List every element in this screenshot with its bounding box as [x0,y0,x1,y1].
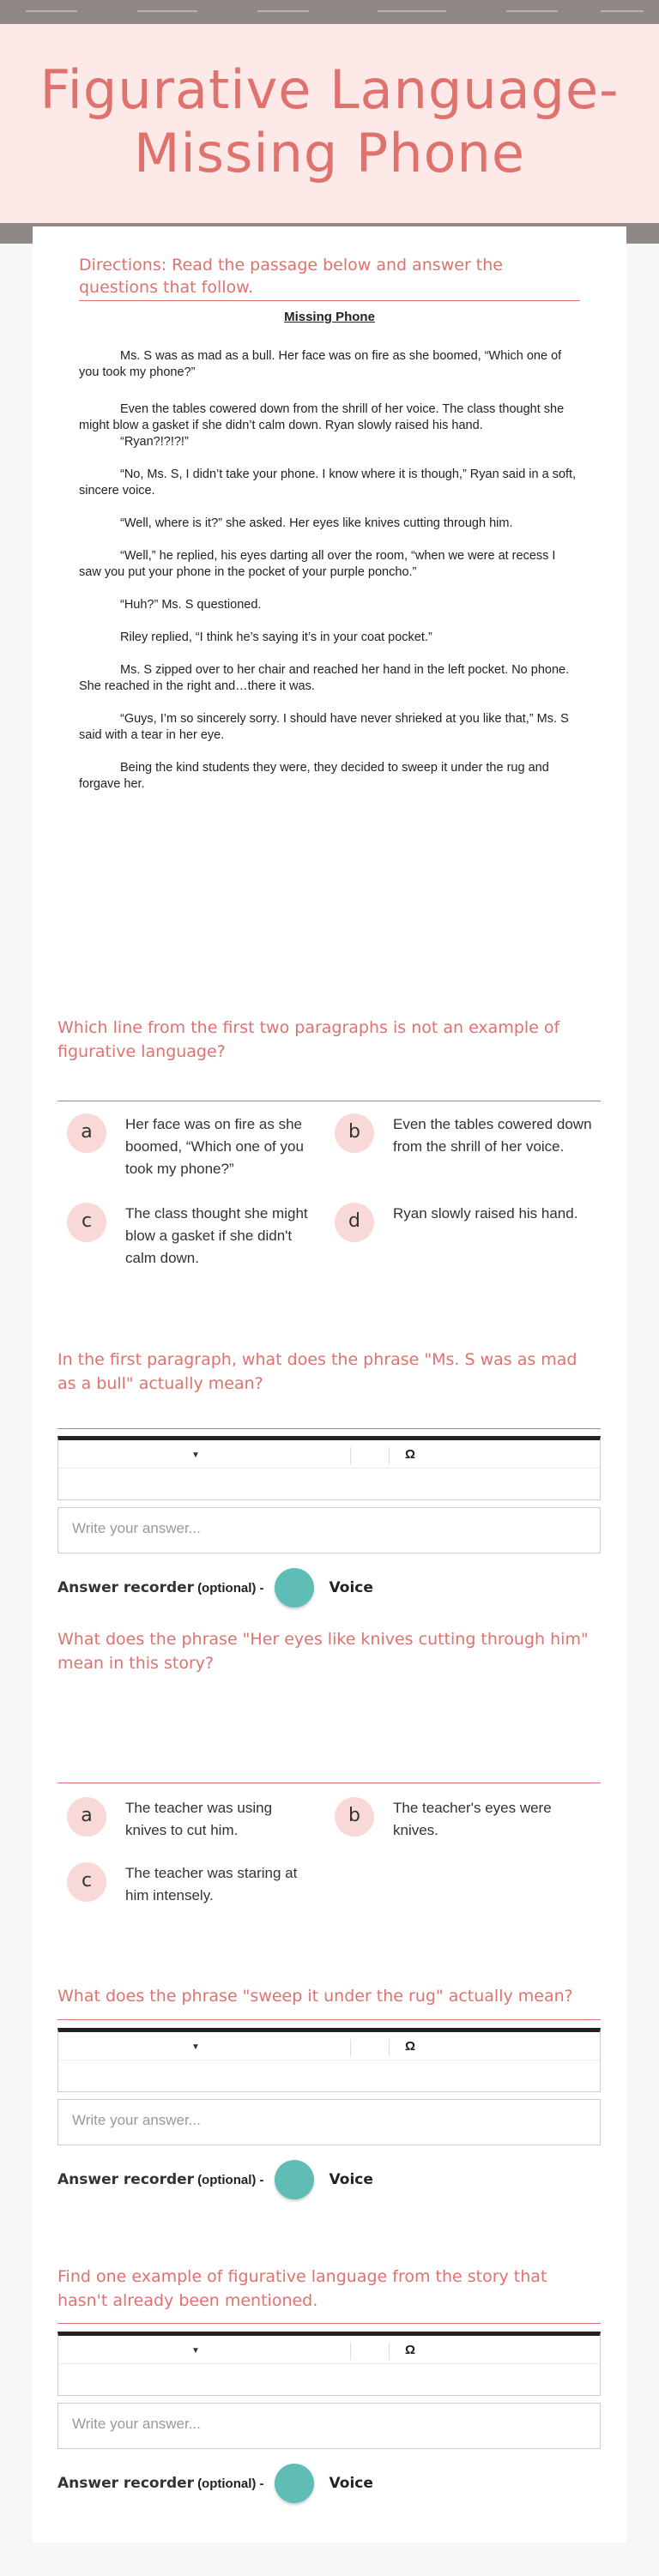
passage-paragraph: Even the tables cowered down from the shrill of her voice. The class thought she might blow a gasket if she didn’t calm down. Ryan slowly raised his hand. [79,402,565,432]
option-letter: b [335,1797,374,1837]
option-a[interactable] [67,1113,316,1180]
format-dropdown-icon[interactable]: ▼ [191,1451,200,1460]
option-text: The teacher was staring at him intensely. [125,1865,298,1903]
band-dash [601,10,644,12]
toolbar-separator [350,1447,351,1464]
answer-recorder [57,1568,373,1608]
answer-input[interactable]: Write your answer... [57,1507,601,1553]
special-character-icon[interactable]: Ω [405,2039,416,2054]
recorder-optional: (optional) - [197,1580,264,1596]
answer-input[interactable]: Write your answer... [57,2403,601,2449]
question-divider [57,1428,601,1429]
passage-paragraph: “Well, where is it?” she asked. Her eyes like knives cutting through him. [120,516,513,530]
special-character-icon[interactable]: Ω [405,1447,416,1462]
toolbar-separator [389,2039,390,2056]
option-c[interactable] [67,1862,324,1907]
passage-section [79,254,580,793]
option-letter: c [67,1862,106,1902]
passage-paragraph: “Ryan?!?!?!” [120,435,189,449]
answer-editor [57,2332,601,2449]
passage-paragraph: “Huh?” Ms. S questioned. [120,598,262,612]
voice-record-button[interactable] [275,2160,314,2199]
passage-paragraph: Ms. S zipped over to her chair and reached her hand in the left pocket. No phone. She reached in the right and…there it was. [79,663,570,693]
band-dash [378,10,446,12]
toolbar-divider [58,1468,600,1469]
top-decorative-band [0,0,659,24]
question-2: In the first paragraph, what does the phrase "Ms. S was as mad as a bull" actually mean? [57,1350,577,1393]
option-text: The class thought she might blow a gasket if she didn't calm down. [125,1205,308,1266]
passage-paragraph: “Well,” he replied, his eyes darting all over the room, “when we were at recess I saw you put your phone in the pocket of your purple poncho.” [79,549,556,579]
option-letter: c [67,1203,106,1242]
passage-title: Missing Phone [284,310,375,324]
voice-record-button[interactable] [275,2464,314,2503]
format-dropdown-icon[interactable]: ▼ [191,2346,200,2356]
option-b[interactable] [335,1797,601,1842]
page-header [0,24,659,223]
recorder-optional: (optional) - [197,2476,264,2491]
voice-record-button[interactable] [275,1568,314,1608]
option-a[interactable] [67,1797,316,1842]
option-letter: a [67,1113,106,1153]
option-text: The teacher's eyes were knives. [393,1800,552,1838]
option-c[interactable] [67,1203,324,1270]
toolbar-separator [350,2343,351,2360]
toolbar-divider [58,2363,600,2364]
answer-editor [57,2028,601,2145]
band-dash [26,10,77,12]
voice-label: Voice [329,1579,373,1596]
option-letter: a [67,1797,106,1837]
toolbar-separator [350,2039,351,2056]
passage-paragraph: Riley replied, “I think he’s saying it’s in your coat pocket.” [120,630,432,644]
answer-editor [57,1436,601,1553]
question-divider [57,2323,601,2324]
passage-paragraph: “Guys, I’m so sincerely sorry. I should have never shrieked at you like that,” Ms. S said with a tear in her eye. [79,712,569,742]
option-letter: b [335,1113,374,1153]
option-d[interactable] [335,1203,601,1242]
question-1: Which line from the first two paragraphs is not an example of figurative language? [57,1018,560,1061]
question-5: Find one example of figurative language from the story that hasn't already been mentioned. [57,2267,547,2310]
band-dash [257,10,309,12]
page-title: Figurative Language- Missing Phone [39,58,620,184]
option-text: Her face was on fire as she boomed, “Which one of you took my phone?” [125,1116,304,1177]
question-divider [57,2019,601,2020]
band-dash [506,10,558,12]
option-b[interactable] [335,1113,601,1158]
recorder-label: Answer recorder [57,2171,195,2188]
answer-input[interactable]: Write your answer... [57,2099,601,2145]
answer-recorder [57,2160,373,2199]
voice-label: Voice [329,2171,373,2188]
recorder-label: Answer recorder [57,2475,195,2492]
recorder-label: Answer recorder [57,1579,195,1596]
directions: Directions: Read the passage below and answer the questions that follow. [79,254,580,301]
recorder-optional: (optional) - [197,2172,264,2187]
passage-paragraph: Ms. S was as mad as a bull. Her face was on fire as she boomed, “Which one of you took my phone?” [79,349,562,379]
voice-label: Voice [329,2475,373,2492]
special-character-icon[interactable]: Ω [405,2343,416,2357]
editor-toolbar [57,1436,601,1500]
option-letter: d [335,1203,374,1242]
editor-toolbar [57,2332,601,2396]
passage-paragraph: “No, Ms. S, I didn’t take your phone. I know where it is though,” Ryan said in a soft, sincere voice. [79,468,577,498]
toolbar-separator [389,1447,390,1464]
question-3: What does the phrase "Her eyes like knives cutting through him" mean in this story? [57,1630,589,1673]
passage-paragraph: Being the kind students they were, they decided to sweep it under the rug and forgave her. [79,761,549,791]
band-dash [137,10,197,12]
format-dropdown-icon[interactable]: ▼ [191,2042,200,2052]
answer-recorder [57,2464,373,2503]
question-4: What does the phrase "sweep it under the rug" actually mean? [57,1987,573,2006]
editor-toolbar [57,2028,601,2092]
option-text: The teacher was using knives to cut him. [125,1800,273,1838]
option-text: Even the tables cowered down from the shrill of her voice. [393,1116,592,1155]
option-text: Ryan slowly raised his hand. [393,1205,578,1222]
toolbar-separator [389,2343,390,2360]
